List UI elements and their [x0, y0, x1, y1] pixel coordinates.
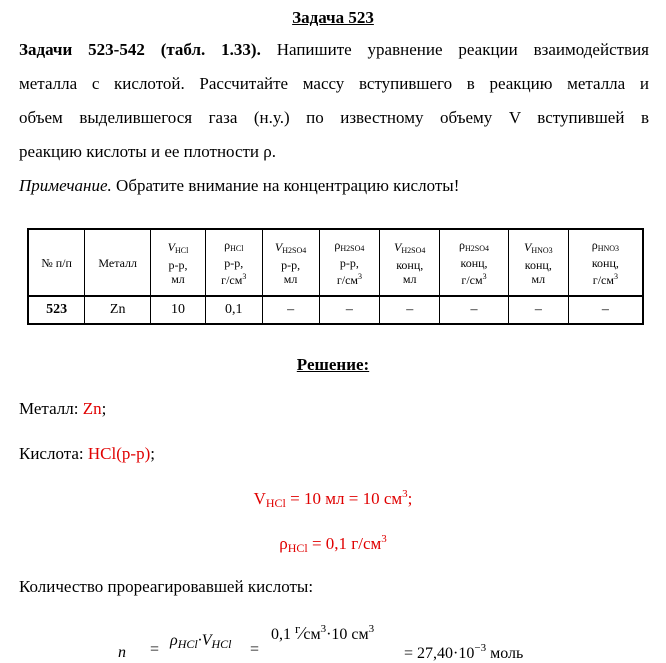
- solution-title: Решение:: [296, 355, 370, 374]
- density-equation: ρHCl = 0,1 $г/см^3$: [279, 533, 387, 555]
- formula-eq-1: =: [150, 641, 160, 658]
- note-text: Обратите внимание на концентрацию кислоты!: [116, 176, 460, 195]
- formula-numerator: ρHCl·VHCl: [170, 632, 232, 651]
- header-v-hcl: $V_{HCl}$ р-р, мл: [151, 229, 206, 296]
- cell-metal: Zn: [85, 296, 151, 324]
- header-rho-h2so4-conc: $\rho_{H2SO4}$ конц, $г/см^3$: [440, 229, 509, 296]
- metal-line: Металл: Zn;: [19, 399, 107, 418]
- cell-rho-h2so4-conc: –: [440, 296, 509, 324]
- cell-v-hcl: 10: [151, 296, 206, 324]
- task-line-1: Задачи 523-542 (табл. 1.33). Напишите уравнение реакции взаимодействия: [19, 40, 649, 59]
- header-rho-hcl: $\rho_{HCl}$ р-р, $г/см^3$: [205, 229, 262, 296]
- task-line-2: металла с кислотой. Рассчитайте массу вступившего в реакцию металла и: [19, 74, 649, 93]
- acid-line: Кислота: HCl(р-р);: [19, 444, 155, 463]
- header-v-h2so4: $V_{H2SO4}$ р-р, мл: [262, 229, 319, 296]
- task-line-3: объем выделившегося газа (н.у.) по известному объему V вступившей в: [19, 108, 649, 127]
- note-label: Примечание.: [19, 176, 112, 195]
- formula-top: 0,1 $^г⁄см^3\cdot 10$ $см^3$: [271, 621, 375, 643]
- table-row: [28, 296, 643, 324]
- cell-v-h2so4: –: [262, 296, 319, 324]
- amount-text: Количество прореагировавшей кислоты:: [19, 577, 314, 596]
- task-line-4: реакцию кислоты и ее плотности ρ.: [19, 142, 277, 161]
- note: [19, 176, 459, 196]
- data-table: [27, 228, 644, 325]
- volume-equation: VHCl = 10 мл = 10 $см^3$;: [253, 488, 413, 510]
- formula-lhs: n: [118, 644, 126, 661]
- cell-v-hno3-conc: –: [508, 296, 568, 324]
- cell-rho-hcl: 0,1: [205, 296, 262, 324]
- header-rho-h2so4: $\rho_{H2SO4}$ р-р, $г/см^3$: [319, 229, 380, 296]
- table-header-row: [28, 229, 643, 296]
- task-title: Задача 523: [292, 8, 374, 27]
- header-rho-hno3-conc: $\rho_{HNO3}$ конц, $г/см^3$: [568, 229, 643, 296]
- acid-value: HCl(р-р): [87, 444, 151, 463]
- formula-result: = $27,40\cdot 10^{-3}$ моль: [404, 642, 524, 662]
- cell-number: 523: [28, 296, 85, 324]
- cell-v-h2so4-conc: –: [380, 296, 440, 324]
- header-v-hno3-conc: $V_{HNO3}$ конц, мл: [508, 229, 568, 296]
- cell-rho-h2so4: –: [319, 296, 380, 324]
- header-metal: Металл: [85, 229, 151, 296]
- task-bold-label: Задачи 523-542 (табл. 1.33).: [19, 40, 261, 59]
- task-paragraph: [19, 33, 649, 169]
- formula-eq-2: =: [250, 641, 260, 658]
- header-number: № п/п: [28, 229, 85, 296]
- metal-value: Zn: [82, 399, 102, 418]
- cell-rho-hno3-conc: –: [568, 296, 643, 324]
- header-v-h2so4-conc: $V_{H2SO4}$ конц, мл: [380, 229, 440, 296]
